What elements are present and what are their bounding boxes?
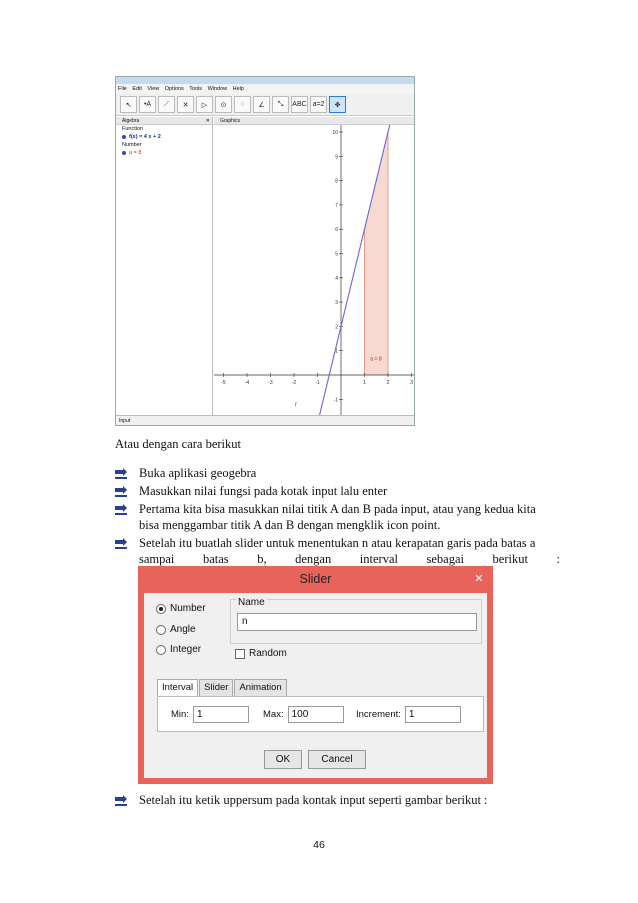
dialog-body	[144, 593, 487, 778]
bullet-text: Masukkan nilai fungsi pada kotak input lalu enter	[139, 484, 388, 498]
dialog-titlebar[interactable]	[138, 566, 493, 593]
tab-animation[interactable]: Animation	[234, 679, 286, 696]
y-tick-label: 6	[335, 227, 338, 234]
x-tick-label: 2	[386, 380, 390, 386]
visibility-dot-icon[interactable]	[122, 151, 126, 155]
menu-options[interactable]: Options	[164, 86, 184, 92]
number-item[interactable]	[116, 149, 212, 157]
angle-tool-icon[interactable]: ∠	[253, 96, 270, 113]
random-checkbox[interactable]	[235, 648, 287, 659]
menu-bar	[116, 84, 414, 94]
word: dengan	[295, 552, 332, 566]
tab-interval[interactable]: Interval	[157, 679, 198, 696]
radio-icon[interactable]	[156, 645, 166, 655]
min-input[interactable]: 1	[193, 706, 249, 723]
close-icon[interactable]: ✕	[474, 573, 484, 585]
radio-label: Integer	[170, 644, 202, 655]
y-tick-label: 5	[335, 251, 338, 258]
word: b,	[257, 552, 267, 566]
word: sebagai	[426, 552, 464, 566]
word: :	[556, 552, 560, 566]
ok-button[interactable]: OK	[264, 750, 302, 769]
intro-text: Atau dengan cara berikut	[115, 437, 241, 451]
cancel-button[interactable]: Cancel	[308, 750, 366, 769]
bullet-text: Pertama kita bisa masukkan nilai titik A dan B pada input, atau yang kedua kita	[139, 502, 536, 516]
perpendicular-tool-icon[interactable]: ✕	[177, 96, 194, 113]
max-field	[263, 706, 344, 723]
algebra-header	[116, 117, 212, 125]
radio-label: Angle	[170, 624, 196, 635]
y-tick-label: 9	[335, 154, 338, 161]
graphics-title: Graphics	[220, 118, 241, 124]
bullet-arrow-icon	[115, 538, 127, 550]
bullet-arrow-icon	[115, 504, 127, 516]
geogebra-screenshot	[115, 76, 415, 426]
name-input[interactable]: n	[237, 613, 477, 631]
dialog-tabs	[157, 679, 288, 696]
menu-window[interactable]: Window	[207, 86, 228, 92]
reflect-tool-icon[interactable]: ⤡	[272, 96, 289, 113]
radio-label: Number	[170, 603, 206, 614]
x-tick-label: 3	[410, 380, 413, 386]
x-tick-label: -5	[221, 380, 226, 386]
menu-help[interactable]: Help	[232, 86, 244, 92]
menu-view[interactable]: View	[147, 86, 160, 92]
bullet-arrow-icon	[115, 795, 127, 807]
bullet-text-justified	[139, 552, 560, 567]
slider-tool-icon[interactable]: a=2	[310, 96, 327, 113]
x-tick-label: -3	[268, 380, 273, 386]
graphics-plot	[214, 125, 415, 417]
y-tick-label: 8	[335, 178, 338, 185]
function-value: f(x) = 4 x + 2	[129, 134, 161, 140]
input-label: Input	[119, 418, 131, 424]
algebra-title: Algebra	[122, 118, 140, 124]
bullet-arrow-icon	[115, 486, 127, 498]
algebra-view	[116, 117, 213, 415]
y-tick-label: 3	[335, 300, 338, 307]
word: interval	[359, 552, 398, 566]
x-tick-label: -4	[244, 380, 250, 386]
radio-number[interactable]	[156, 603, 206, 614]
y-tick-label: 4	[335, 275, 338, 282]
input-bar[interactable]	[116, 415, 414, 425]
interval-panel	[157, 696, 484, 732]
move-view-tool-icon[interactable]: ✥	[329, 96, 346, 113]
word: batas	[202, 552, 229, 566]
line-tool-icon[interactable]: ⟋	[158, 96, 175, 113]
visibility-dot-icon[interactable]	[122, 135, 126, 139]
function-category: Function	[122, 126, 144, 132]
radio-selected-icon[interactable]	[156, 604, 166, 614]
radio-angle[interactable]	[156, 624, 196, 635]
bullet-text: Buka aplikasi geogebra	[139, 466, 257, 480]
word: berikut	[492, 552, 528, 566]
area-region	[365, 132, 389, 375]
page-number: 46	[313, 839, 325, 851]
radio-icon[interactable]	[156, 625, 166, 635]
y-tick-label: -1	[333, 397, 338, 404]
ellipse-tool-icon[interactable]: ◌	[234, 96, 251, 113]
word: sampai	[139, 552, 175, 566]
toolbar	[116, 94, 414, 116]
x-tick-label: 1	[363, 380, 366, 386]
menu-edit[interactable]: Edit	[132, 86, 142, 92]
number-category: Number	[122, 142, 142, 148]
window-titlebar	[116, 77, 414, 84]
x-tick-label: -2	[291, 380, 297, 386]
graphics-header	[214, 117, 414, 125]
max-input[interactable]: 100	[288, 706, 344, 723]
arrow-tool-icon[interactable]: ↖	[120, 96, 137, 113]
y-tick-label: 10	[332, 130, 338, 136]
radio-integer[interactable]	[156, 644, 201, 655]
bullet-arrow-icon	[115, 468, 127, 480]
x-tick-label: -1	[315, 380, 320, 386]
random-label: Random	[249, 648, 287, 659]
function-item[interactable]	[116, 133, 212, 141]
menu-file[interactable]: File	[118, 86, 127, 92]
max-label: Max:	[263, 709, 284, 720]
polygon-tool-icon[interactable]: ▷	[196, 96, 213, 113]
bullet-text-continued: bisa menggambar titik A dan B dengan mengklik icon point.	[139, 518, 441, 532]
slider-dialog	[138, 566, 493, 784]
tab-slider[interactable]: Slider	[199, 679, 233, 696]
bullet-text: Setelah itu ketik uppersum pada kontak input seperti gambar berikut :	[139, 793, 488, 807]
dialog-title: Slider	[299, 572, 332, 586]
circle-tool-icon[interactable]: ⊙	[215, 96, 232, 113]
graphics-view[interactable]	[214, 117, 414, 415]
menu-tools[interactable]: Tools	[189, 86, 203, 92]
min-field	[171, 706, 249, 723]
curve-label: f	[295, 402, 297, 409]
increment-input[interactable]: 1	[405, 706, 461, 723]
bullet-text: Setelah itu buatlah slider untuk menentukan n atau kerapatan garis pada batas a	[139, 536, 536, 550]
views-area	[116, 117, 414, 415]
checkbox-icon[interactable]	[235, 649, 245, 659]
slider-value-label: a = 8	[370, 356, 382, 363]
name-label: Name	[238, 597, 265, 608]
close-icon[interactable]: ✕	[205, 118, 210, 124]
number-value: a = 8	[129, 150, 142, 156]
point-tool-icon[interactable]: •A	[139, 96, 156, 113]
min-label: Min:	[171, 709, 189, 720]
increment-field	[356, 706, 461, 723]
y-tick-label: 2	[335, 324, 338, 331]
text-tool-icon[interactable]: ABC	[291, 96, 308, 113]
y-tick-label: 7	[335, 202, 338, 209]
y-tick-label: 1	[335, 348, 338, 355]
increment-label: Increment:	[356, 709, 401, 720]
